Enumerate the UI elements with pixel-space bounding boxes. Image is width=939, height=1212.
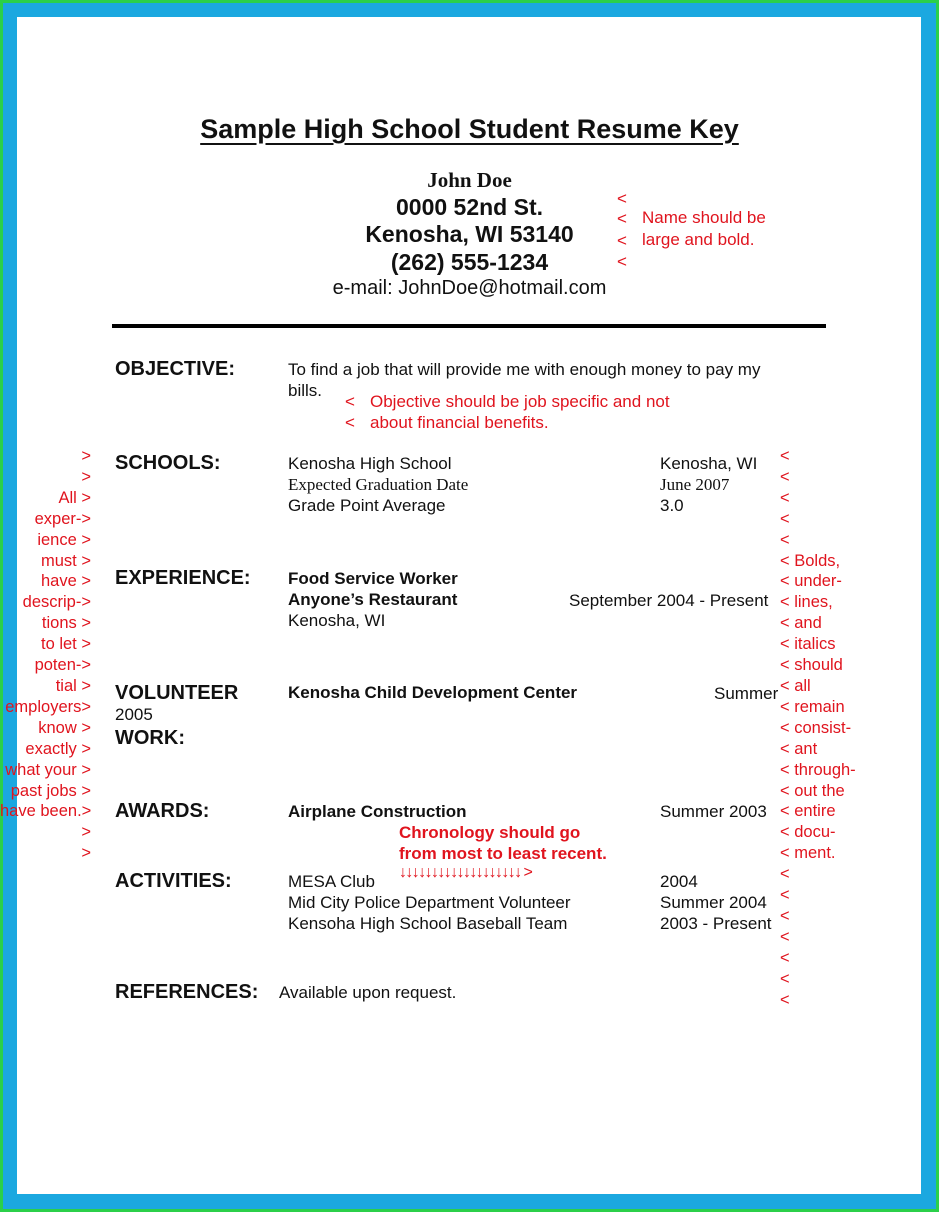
right-note-line: <	[780, 509, 790, 528]
note-arrow: <	[617, 189, 627, 208]
gpa-value: 3.0	[660, 496, 684, 515]
volunteer-heading: VOLUNTEER	[115, 682, 239, 704]
name-note-line1: Name should be	[642, 208, 766, 227]
right-note-line: < out the	[780, 781, 845, 800]
objective-note-line2: about financial benefits.	[370, 413, 549, 432]
objective-note-line1: Objective should be job specific and not	[370, 392, 670, 411]
left-note-line: >	[81, 844, 91, 863]
volunteer-year: 2005	[115, 705, 153, 724]
right-note-line: < and	[780, 614, 822, 633]
volunteer-dates: Summer	[714, 684, 779, 703]
objective-text-line1: To find a job that will provide me with enough money to pay my	[288, 360, 761, 379]
chronology-note-line2: from most to least recent.	[399, 844, 607, 863]
right-note-line: <	[780, 886, 790, 905]
activity-name: MESA Club	[288, 872, 375, 891]
gpa-label: Grade Point Average	[288, 496, 446, 515]
activity-dates: 2003 - Present	[660, 914, 772, 933]
right-note-line: < should	[780, 656, 843, 675]
right-note-line: < through-	[780, 760, 856, 779]
activity-dates: 2004	[660, 872, 698, 891]
left-note-line: what your >	[5, 760, 91, 779]
employer-name: Anyone’s Restaurant	[288, 590, 458, 609]
city-state-zip: Kenosha, WI 53140	[365, 221, 574, 247]
page-title: Sample High School Student Resume Key	[200, 114, 739, 144]
right-note-line: <	[780, 467, 790, 486]
awards-heading: AWARDS:	[115, 800, 210, 822]
left-note-line: must >	[41, 551, 91, 570]
right-note-line: < consist-	[780, 718, 852, 737]
experience-heading: EXPERIENCE:	[115, 567, 251, 589]
right-note-line: <	[780, 906, 790, 925]
right-note-line: <	[780, 530, 790, 549]
right-note-line: < under-	[780, 572, 842, 591]
right-note-line: <	[780, 488, 790, 507]
right-note-line: <	[780, 990, 790, 1009]
schools-heading: SCHOOLS:	[115, 452, 221, 474]
right-note-line: < lines,	[780, 593, 833, 612]
left-note-line: descrip->	[22, 593, 91, 612]
left-note-line: past jobs >	[10, 781, 91, 800]
left-note-line: employers>	[5, 697, 91, 716]
left-note-line: tial >	[55, 676, 91, 695]
graduation-label: Expected Graduation Date	[288, 475, 469, 494]
references-heading: REFERENCES:	[115, 981, 259, 1003]
left-note-line: to let >	[41, 635, 91, 654]
objective-text-line2: bills.	[288, 381, 323, 400]
employer-location: Kenosha, WI	[288, 611, 386, 630]
down-arrows: ↓↓↓↓↓↓↓↓↓↓↓↓↓↓↓↓↓↓↓ >	[399, 864, 532, 881]
note-arrow: <	[345, 413, 355, 432]
right-note-line: <	[780, 865, 790, 884]
volunteer-heading-line2: WORK:	[115, 727, 185, 749]
note-arrow: <	[617, 252, 627, 271]
left-note-line: have been.>	[0, 802, 92, 821]
right-note-line: <	[780, 948, 790, 967]
chronology-note-line1: Chronology should go	[399, 823, 581, 842]
left-note-line: ience >	[37, 530, 91, 549]
right-note-line: <	[780, 969, 790, 988]
right-note-line: < all	[780, 676, 811, 695]
school-location: Kenosha, WI	[660, 454, 758, 473]
activity-dates: Summer 2004	[660, 893, 767, 912]
email-address: e-mail: JohnDoe@hotmail.com	[332, 277, 607, 299]
right-note-line: <	[780, 927, 790, 946]
employment-dates: September 2004 - Present	[569, 591, 769, 610]
note-arrow: <	[345, 392, 355, 411]
left-note-line: know >	[38, 718, 91, 737]
left-margin-note	[0, 446, 91, 864]
note-arrow: <	[617, 231, 627, 250]
street-address: 0000 52nd St.	[395, 194, 544, 220]
award-dates: Summer 2003	[660, 802, 767, 821]
activity-name: Kensoha High School Baseball Team	[288, 914, 568, 933]
applicant-name: John Doe	[427, 168, 512, 192]
activity-name: Mid City Police Department Volunteer	[288, 893, 571, 912]
left-note-line: exper->	[34, 509, 91, 528]
right-note-line: < ant	[780, 739, 818, 758]
school-name: Kenosha High School	[288, 454, 452, 473]
right-note-line: < italics	[780, 635, 836, 654]
name-note-line2: large and bold.	[642, 230, 755, 249]
right-note-line: < remain	[780, 697, 845, 716]
references-text: Available upon request.	[279, 983, 457, 1002]
activities-heading: ACTIVITIES:	[115, 870, 232, 892]
right-note-line: < Bolds,	[780, 551, 841, 570]
job-title: Food Service Worker	[288, 569, 458, 588]
right-note-line: < entire	[780, 802, 836, 821]
left-note-line: >	[81, 447, 91, 465]
header-divider	[112, 324, 826, 328]
objective-heading: OBJECTIVE:	[115, 358, 236, 380]
award-name: Airplane Construction	[288, 802, 467, 821]
left-note-line: have >	[41, 572, 91, 591]
right-note-line: <	[780, 447, 790, 465]
note-arrow: <	[617, 209, 627, 228]
left-note-line: tions >	[41, 614, 91, 633]
phone-number: (262) 555-1234	[390, 249, 549, 275]
volunteer-organization: Kenosha Child Development Center	[288, 683, 578, 702]
left-note-line: All >	[58, 488, 91, 507]
right-note-line: < ment.	[780, 844, 836, 863]
left-note-line: poten->	[34, 656, 91, 675]
graduation-date: June 2007	[660, 475, 730, 494]
right-note-line: < docu-	[780, 823, 836, 842]
left-note-line: >	[81, 467, 91, 486]
right-margin-note	[780, 446, 880, 1010]
left-note-line: exactly >	[25, 739, 91, 758]
left-note-line: >	[81, 823, 91, 842]
